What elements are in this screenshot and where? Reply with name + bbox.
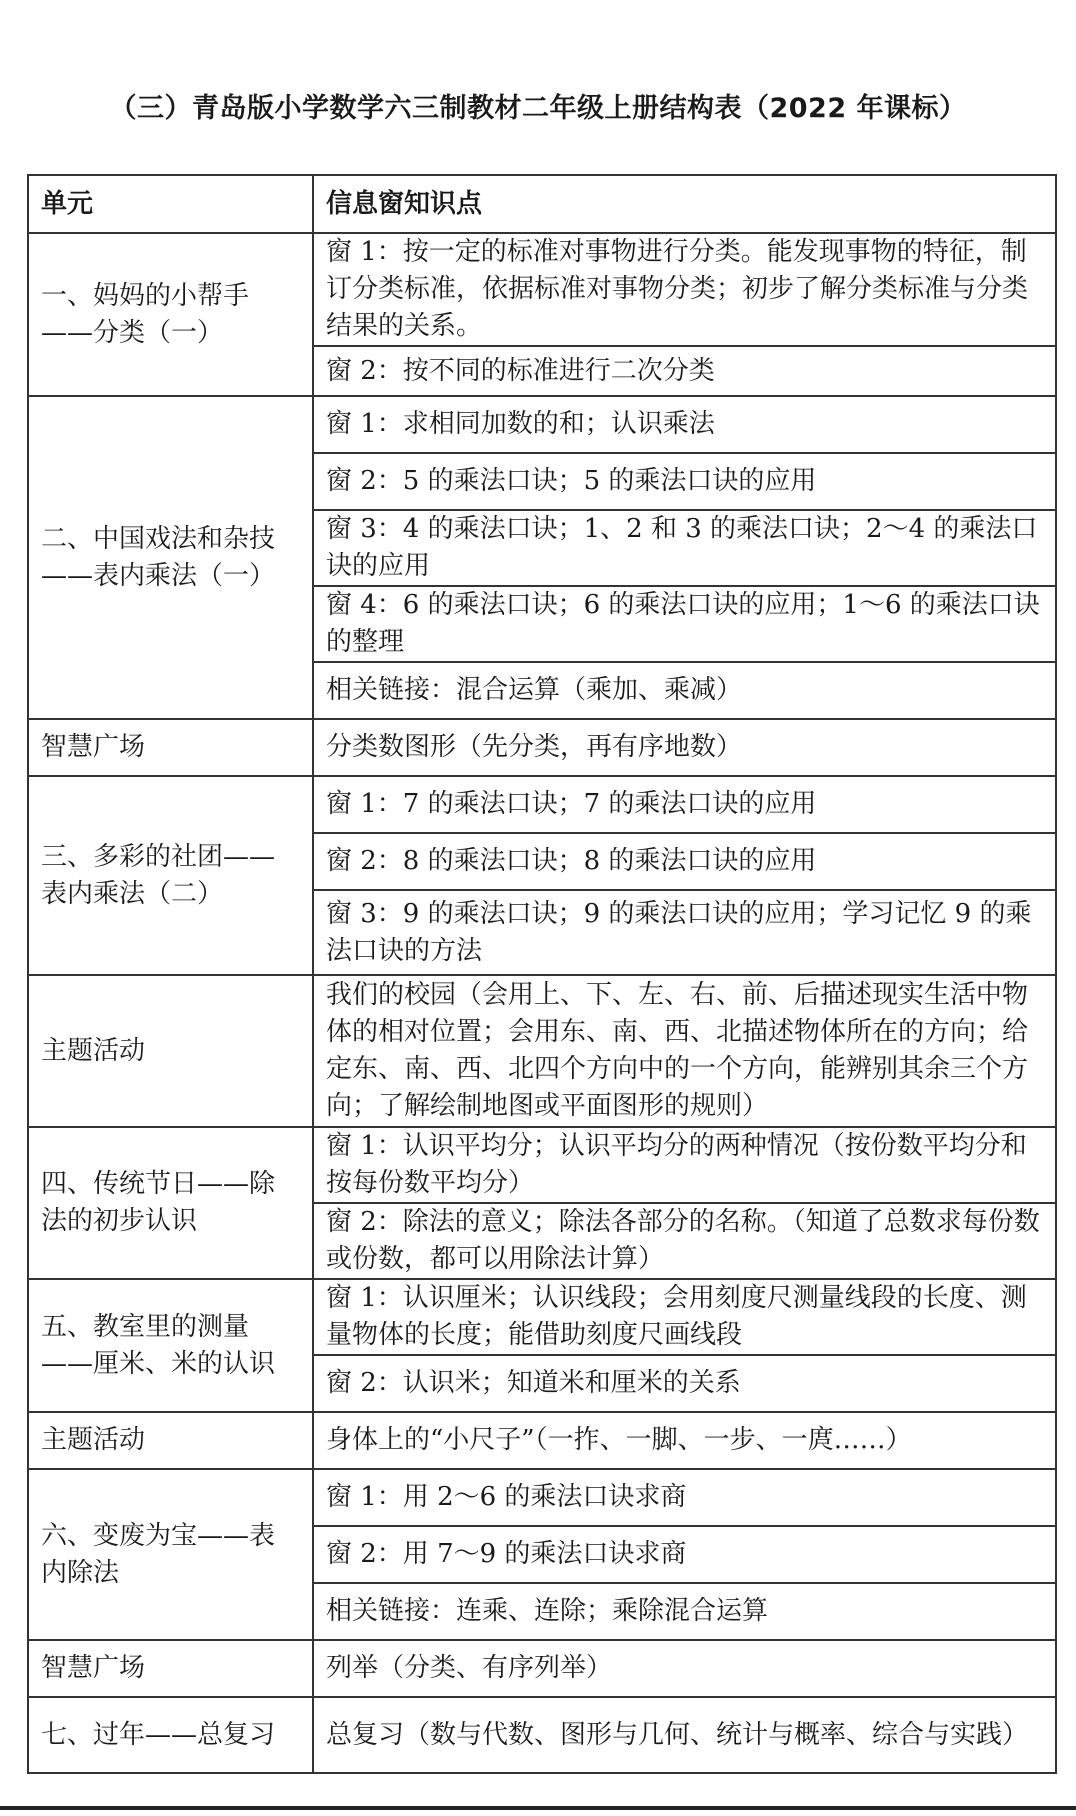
knowledge-cell: 窗 2：5 的乘法口诀；5 的乘法口诀的应用 bbox=[313, 453, 1056, 510]
unit-cell: 主题活动 bbox=[28, 1412, 313, 1469]
knowledge-cell: 窗 1：按一定的标准对事物进行分类。能发现事物的特征，制订分类标准，依据标准对事物分类；初步了解分类标准与分类结果的关系。 bbox=[313, 233, 1056, 346]
knowledge-cell: 窗 1：用 2～6 的乘法口诀求商 bbox=[313, 1469, 1056, 1526]
knowledge-cell: 窗 4：6 的乘法口诀；6 的乘法口诀的应用；1～6 的乘法口诀的整理 bbox=[313, 586, 1056, 662]
table-row bbox=[28, 1127, 1056, 1203]
knowledge-cell: 窗 1：认识厘米；认识线段；会用刻度尺测量线段的长度、测量物体的长度；能借助刻度尺画线段 bbox=[313, 1279, 1056, 1355]
structure-table bbox=[27, 174, 1057, 1774]
table-row bbox=[28, 1412, 1056, 1469]
table-row bbox=[28, 396, 1056, 453]
bottom-divider bbox=[0, 1806, 1076, 1810]
unit-cell: 四、传统节日——除法的初步认识 bbox=[28, 1127, 313, 1279]
table-row bbox=[28, 1640, 1056, 1697]
unit-cell: 三、多彩的社团——表内乘法（二） bbox=[28, 776, 313, 975]
table-row bbox=[28, 1697, 1056, 1773]
unit-cell: 五、教室里的测量——厘米、米的认识 bbox=[28, 1279, 313, 1412]
knowledge-cell: 我们的校园（会用上、下、左、右、前、后描述现实生活中物体的相对位置；会用东、南、西、北描述物体所在的方向；给定东、南、西、北四个方向中的一个方向，能辨别其余三个方向；了解绘制地图或平面图形的规则） bbox=[313, 975, 1056, 1127]
knowledge-cell: 窗 2：除法的意义；除法各部分的名称。（知道了总数求每份数或份数，都可以用除法计算） bbox=[313, 1203, 1056, 1279]
knowledge-cell: 窗 1：7 的乘法口诀；7 的乘法口诀的应用 bbox=[313, 776, 1056, 833]
knowledge-cell: 窗 2：按不同的标准进行二次分类 bbox=[313, 346, 1056, 396]
unit-cell: 智慧广场 bbox=[28, 719, 313, 776]
knowledge-cell: 总复习（数与代数、图形与几何、统计与概率、综合与实践） bbox=[313, 1697, 1056, 1773]
knowledge-cell: 窗 1：认识平均分；认识平均分的两种情况（按份数平均分和按每份数平均分） bbox=[313, 1127, 1056, 1203]
table-row bbox=[28, 1279, 1056, 1355]
unit-cell: 主题活动 bbox=[28, 975, 313, 1127]
table-row bbox=[28, 776, 1056, 833]
knowledge-cell: 分类数图形（先分类，再有序地数） bbox=[313, 719, 1056, 776]
unit-cell: 六、变废为宝——表内除法 bbox=[28, 1469, 313, 1640]
knowledge-cell: 相关链接：混合运算（乘加、乘减） bbox=[313, 662, 1056, 719]
knowledge-cell: 相关链接：连乘、连除；乘除混合运算 bbox=[313, 1583, 1056, 1640]
table-row bbox=[28, 233, 1056, 346]
unit-cell: 一、妈妈的小帮手——分类（一） bbox=[28, 233, 313, 396]
header-knowledge: 信息窗知识点 bbox=[313, 175, 1056, 233]
knowledge-cell: 窗 3：9 的乘法口诀；9 的乘法口诀的应用；学习记忆 9 的乘法口诀的方法 bbox=[313, 890, 1056, 975]
table-row bbox=[28, 719, 1056, 776]
knowledge-cell: 列举（分类、有序列举） bbox=[313, 1640, 1056, 1697]
knowledge-cell: 窗 2：用 7～9 的乘法口诀求商 bbox=[313, 1526, 1056, 1583]
table-header-row bbox=[28, 175, 1056, 233]
unit-cell: 二、中国戏法和杂技——表内乘法（一） bbox=[28, 396, 313, 719]
knowledge-cell: 身体上的“小尺子”（一拃、一脚、一步、一庹……） bbox=[313, 1412, 1056, 1469]
knowledge-cell: 窗 1：求相同加数的和；认识乘法 bbox=[313, 396, 1056, 453]
page-title: （三）青岛版小学数学六三制教材二年级上册结构表（2022 年课标） bbox=[109, 93, 967, 124]
unit-cell: 七、过年——总复习 bbox=[28, 1697, 313, 1773]
knowledge-cell: 窗 2：认识米；知道米和厘米的关系 bbox=[313, 1355, 1056, 1412]
table-row bbox=[28, 1469, 1056, 1526]
table-row bbox=[28, 975, 1056, 1127]
header-unit: 单元 bbox=[28, 175, 313, 233]
unit-cell: 智慧广场 bbox=[28, 1640, 313, 1697]
knowledge-cell: 窗 3：4 的乘法口诀；1、2 和 3 的乘法口诀；2～4 的乘法口诀的应用 bbox=[313, 510, 1056, 586]
knowledge-cell: 窗 2：8 的乘法口诀；8 的乘法口诀的应用 bbox=[313, 833, 1056, 890]
